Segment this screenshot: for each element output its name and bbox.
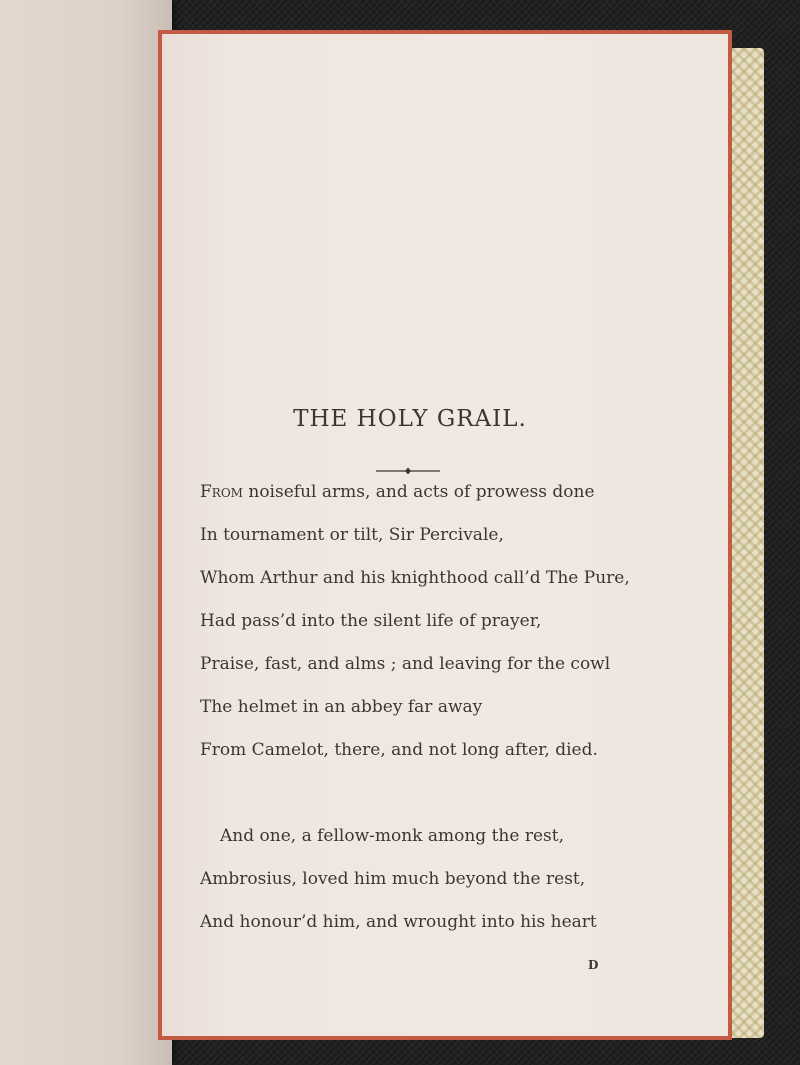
verse-line: From Camelot, there, and not long after, died. bbox=[200, 740, 598, 760]
signature-mark: D bbox=[588, 958, 599, 972]
verse-line: Praise, fast, and alms ; and leaving for the cowl bbox=[200, 654, 611, 674]
left-page bbox=[0, 0, 172, 1065]
verse-line: Ambrosius, loved him much beyond the rest, bbox=[200, 869, 586, 889]
verse-line: The helmet in an abbey far away bbox=[200, 697, 483, 717]
verse-text: noiseful arms, and acts of prowess done bbox=[242, 482, 595, 502]
verse-line: Had pass’d into the silent life of prayer, bbox=[200, 611, 542, 631]
verse-line: In tournament or tilt, Sir Percivale, bbox=[200, 525, 504, 545]
poem-title: THE HOLY GRAIL. bbox=[293, 406, 527, 432]
right-page bbox=[162, 34, 728, 1036]
drop-word: From bbox=[200, 482, 243, 502]
verse-line bbox=[200, 482, 595, 502]
divider-ornament bbox=[376, 466, 440, 476]
verse-line: And one, a fellow-monk among the rest, bbox=[220, 826, 564, 846]
verse-line: And honour’d him, and wrought into his heart bbox=[200, 912, 597, 932]
verse-line: Whom Arthur and his knighthood call’d The Pure, bbox=[200, 568, 630, 588]
